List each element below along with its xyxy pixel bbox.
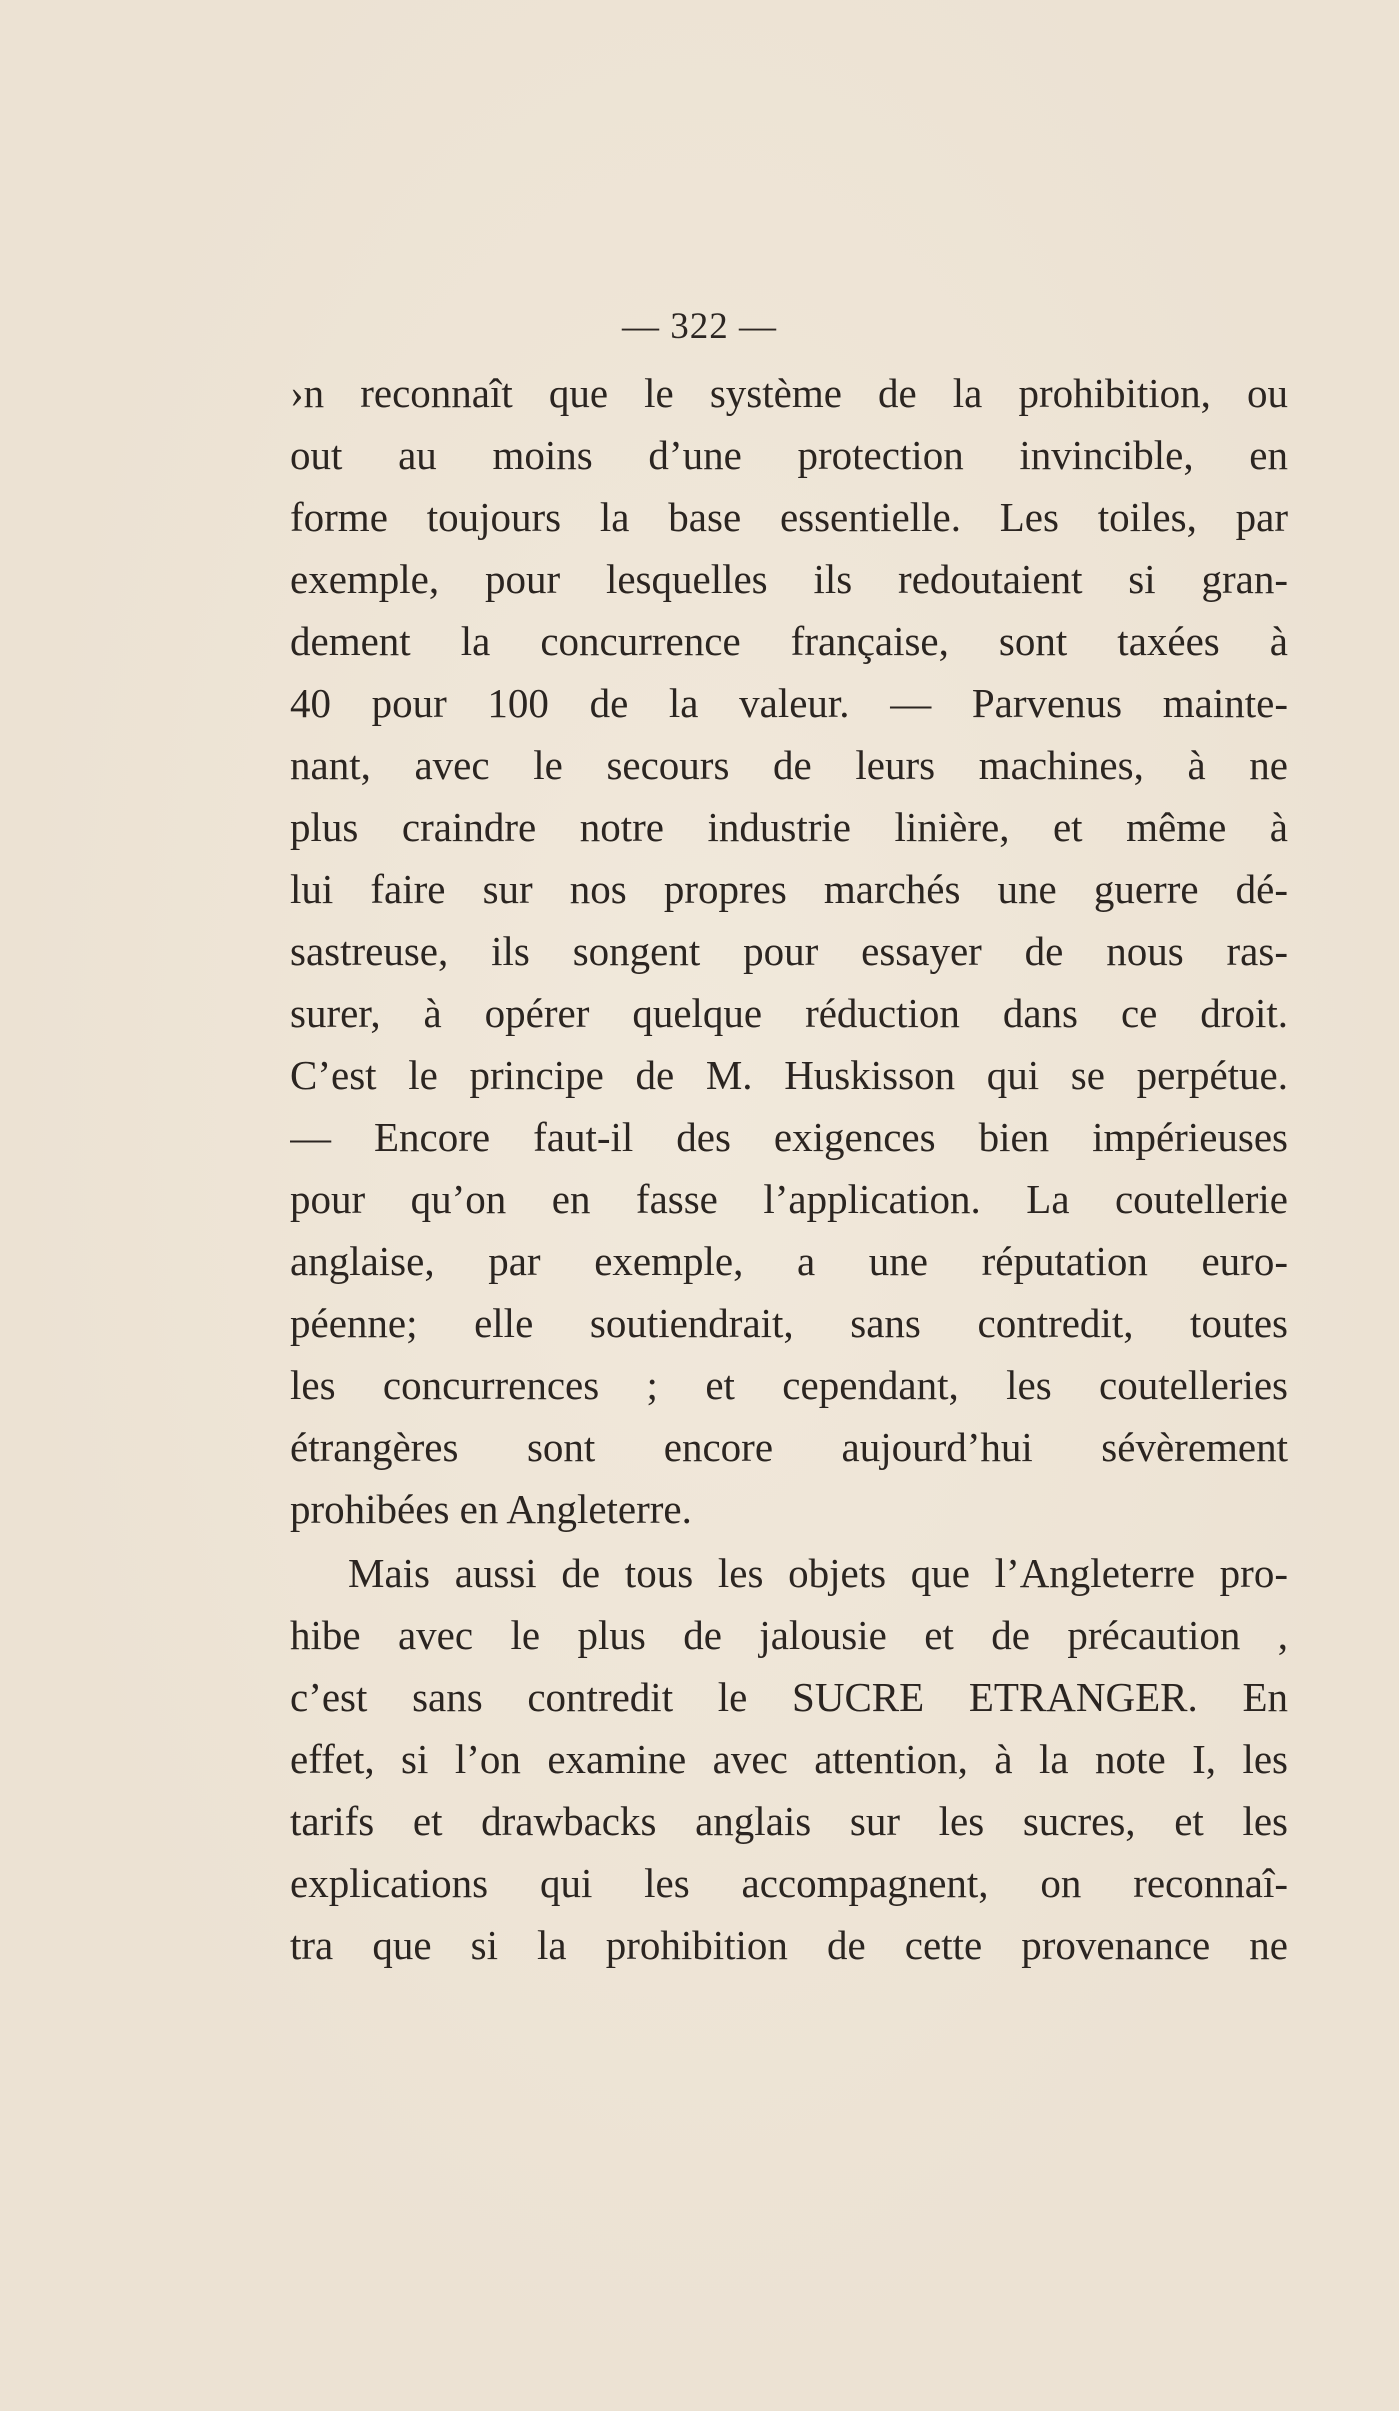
text-line: forme toujours la base essentielle. Les toiles, par [290,494,1288,540]
text-line: effet, si l’on examine avec attention, à la note I, les [290,1736,1288,1782]
text-line: nant, avec le secours de leurs machines, à ne [290,742,1288,788]
text-line: hibe avec le plus de jalousie et de précaution , [290,1612,1288,1658]
text-line: — Encore faut-il des exigences bien impérieuses [290,1114,1288,1160]
text-line: ›n reconnaît que le système de la prohibition, ou [290,370,1288,416]
text-line: tra que si la prohibition de cette provenance ne [290,1922,1288,1968]
text-line: lui faire sur nos propres marchés une guerre dé- [290,866,1288,912]
paragraph-2 [290,1542,1288,1976]
paragraph-1 [290,362,1288,1540]
text-line: c’est sans contredit le SUCRE ETRANGER. En [290,1674,1288,1720]
text-line: sastreuse, ils songent pour essayer de nous ras- [290,928,1288,974]
text-line: surer, à opérer quelque réduction dans ce droit. [290,990,1288,1036]
text-line: dement la concurrence française, sont taxées à [290,618,1288,664]
text-line: exemple, pour lesquelles ils redoutaient si gran- [290,556,1288,602]
body-text [290,362,1288,1976]
text-line: explications qui les accompagnent, on reconnaî- [290,1860,1288,1906]
text-line: péenne; elle soutiendrait, sans contredit, toutes [290,1300,1288,1346]
text-line: anglaise, par exemple, a une réputation euro- [290,1238,1288,1284]
text-line: les concurrences ; et cependant, les coutelleries [290,1362,1288,1408]
text-line: 40 pour 100 de la valeur. — Parvenus mainte- [290,680,1288,726]
text-line: tarifs et drawbacks anglais sur les sucres, et les [290,1798,1288,1844]
text-line: C’est le principe de M. Huskisson qui se perpétue. [290,1052,1288,1098]
text-line: out au moins d’une protection invincible, en [290,432,1288,478]
page-number: — 322 — [622,306,777,347]
text-line: plus craindre notre industrie linière, et même à [290,804,1288,850]
text-line: Mais aussi de tous les objets que l’Angleterre pro- [348,1550,1288,1596]
text-line: étrangères sont encore aujourd’hui sévèrement [290,1424,1288,1470]
text-line: prohibées en Angleterre. [290,1486,692,1532]
text-line: pour qu’on en fasse l’application. La coutellerie [290,1176,1288,1222]
